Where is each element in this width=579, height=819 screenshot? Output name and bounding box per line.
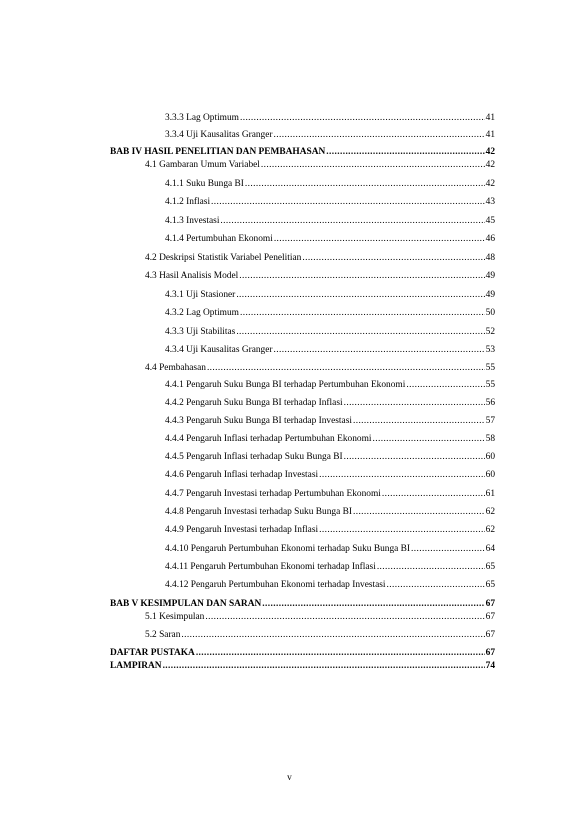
toc-leader-dots [181, 629, 484, 641]
toc-leader-dots [344, 451, 485, 463]
toc-entry [165, 579, 495, 591]
toc-entry-title: 4.1.3 Investasi [165, 216, 220, 226]
toc-entry-page: 49 [485, 271, 495, 281]
toc-entry-title: DAFTAR PUSTAKA [110, 648, 195, 658]
toc-entry-page: 65 [485, 580, 495, 590]
toc-entry [165, 215, 495, 227]
toc-entry [145, 159, 495, 171]
toc-leader-dots [319, 524, 485, 536]
toc-leader-dots [372, 433, 484, 445]
toc-entry-page: 42 [485, 179, 495, 189]
toc-entry [165, 344, 495, 356]
toc-entry-page: 50 [485, 308, 495, 318]
toc-entry-title: 4.4.12 Pengaruh Pertumbuhan Ekonomi terhadap Investasi [165, 580, 386, 590]
toc-leader-dots [353, 506, 485, 518]
toc-leader-dots [261, 159, 485, 171]
toc-entry [165, 196, 495, 208]
toc-leader-dots [240, 112, 485, 124]
toc-entry-page: 58 [485, 434, 495, 444]
toc-entry [145, 611, 495, 623]
toc-entry-title: 4.1.4 Pertumbuhan Ekonomi [165, 234, 273, 244]
toc-entry-page: 65 [485, 562, 495, 572]
toc-entry-page: 67 [485, 630, 495, 640]
toc-entry-title: 4.4.5 Pengaruh Inflasi terhadap Suku Bunga BI [165, 452, 343, 462]
toc-entry-title: 4.4.10 Pengaruh Pertumbuhan Ekonomi terhadap Suku Bunga BI [165, 544, 411, 554]
toc-entry [165, 561, 495, 573]
toc-entry-title: 4.4.8 Pengaruh Investasi terhadap Suku Bunga BI [165, 507, 352, 517]
toc-leader-dots [353, 415, 485, 427]
toc-entry-page: 49 [485, 290, 495, 300]
toc-entry-page: 43 [485, 197, 495, 207]
toc-leader-dots [220, 215, 484, 227]
toc-entry [165, 433, 495, 445]
toc-entry [165, 506, 495, 518]
toc-entry-page: 61 [485, 489, 495, 499]
toc-entry-title: 4.3.1 Uji Stasioner [165, 290, 236, 300]
toc-leader-dots [382, 488, 485, 500]
toc-entry-page: 67 [485, 599, 495, 609]
toc-leader-dots [207, 362, 485, 374]
toc-entry [165, 307, 495, 319]
toc-entry-title: 4.4.7 Pengaruh Investasi terhadap Pertumbuhan Ekonomi [165, 489, 381, 499]
toc-leader-dots [274, 233, 485, 245]
toc-entry [165, 543, 495, 555]
toc-leader-dots [211, 196, 485, 208]
toc-entry-title: 4.1.1 Suku Bunga BI [165, 179, 244, 189]
toc-entry [165, 469, 495, 481]
toc-entry [110, 660, 495, 672]
toc-leader-dots [274, 344, 485, 356]
toc-entry [145, 270, 495, 282]
toc-entry-title: 5.1 Kesimpulan [145, 612, 205, 622]
toc-entry-page: 55 [485, 363, 495, 373]
toc-entry [165, 397, 495, 409]
toc-entry-page: 67 [485, 648, 495, 658]
toc-entry-title: BAB IV HASIL PENELITIAN DAN PEMBAHASAN [110, 147, 326, 157]
toc-entry [165, 451, 495, 463]
toc-entry-page: 74 [485, 661, 495, 671]
toc-leader-dots [239, 270, 484, 282]
toc-entry [165, 129, 495, 141]
toc-entry [165, 379, 495, 391]
toc-entry-page: 67 [485, 612, 495, 622]
toc-entry [165, 488, 495, 500]
page-number: v [287, 773, 292, 783]
toc-entry-title: LAMPIRAN [110, 661, 162, 671]
toc-entry-page: 62 [485, 507, 495, 517]
toc-leader-dots [319, 469, 485, 481]
toc-entry-title: 4.2 Deskripsi Statistik Variabel Penelitian [145, 253, 302, 263]
toc-entry-page: 41 [485, 113, 495, 123]
toc-entry [165, 178, 495, 190]
toc-entry-page: 62 [485, 525, 495, 535]
toc-leader-dots [387, 579, 485, 591]
toc-leader-dots [163, 660, 485, 672]
toc-entry-page: 60 [485, 452, 495, 462]
toc-entry-title: 3.3.4 Uji Kausalitas Granger [165, 130, 273, 140]
toc-entry-page: 48 [485, 253, 495, 263]
toc-entry [145, 629, 495, 641]
toc-entry-title: 4.4.2 Pengaruh Suku Bunga BI terhadap Inflasi [165, 398, 343, 408]
toc-leader-dots [245, 178, 485, 190]
toc-entry-page: 45 [485, 216, 495, 226]
toc-leader-dots [406, 379, 484, 391]
toc-leader-dots [274, 129, 485, 141]
toc-entry [165, 524, 495, 536]
toc-entry-page: 64 [485, 544, 495, 554]
toc-entry [110, 146, 495, 158]
toc-entry-page: 55 [485, 380, 495, 390]
toc-leader-dots [344, 397, 485, 409]
toc-leader-dots [377, 561, 485, 573]
toc-entry-title: 4.4 Pembahasan [145, 363, 206, 373]
toc-leader-dots [240, 307, 485, 319]
toc-entry-page: 56 [485, 398, 495, 408]
toc-leader-dots [236, 326, 484, 338]
toc-entry-title: 4.4.3 Pengaruh Suku Bunga BI terhadap Investasi [165, 416, 352, 426]
toc-entry-page: 42 [485, 160, 495, 170]
toc-entry-page: 52 [485, 327, 495, 337]
toc-entry-page: 57 [485, 416, 495, 426]
toc-leader-dots [302, 252, 484, 264]
toc-entry-title: BAB V KESIMPULAN DAN SARAN [110, 599, 262, 609]
toc-entry-title: 4.4.6 Pengaruh Inflasi terhadap Investasi [165, 470, 319, 480]
toc-leader-dots [326, 146, 484, 158]
toc-entry [165, 233, 495, 245]
toc-entry-page: 53 [485, 345, 495, 355]
toc-entry-title: 4.3.3 Uji Stabilitas [165, 327, 236, 337]
toc-leader-dots [262, 598, 484, 610]
toc-entry [110, 598, 495, 610]
toc-entry-page: 42 [485, 147, 495, 157]
toc-entry [165, 289, 495, 301]
toc-entry-title: 4.1 Gambaran Umum Variabel [145, 160, 260, 170]
toc-entry-title: 4.4.9 Pengaruh Investasi terhadap Inflasi [165, 525, 319, 535]
toc-entry [165, 112, 495, 124]
toc-leader-dots [196, 647, 485, 659]
toc-entry [110, 647, 495, 659]
toc-entry-page: 60 [485, 470, 495, 480]
toc-entry-title: 4.3 Hasil Analisis Model [145, 271, 239, 281]
toc-entry-title: 4.3.4 Uji Kausalitas Granger [165, 345, 273, 355]
toc-entry-page: 41 [485, 130, 495, 140]
toc-entry-title: 3.3.3 Lag Optimum [165, 113, 239, 123]
toc-entry [165, 326, 495, 338]
toc-entry-page: 46 [485, 234, 495, 244]
toc-entry [145, 362, 495, 374]
toc-leader-dots [205, 611, 484, 623]
toc-leader-dots [411, 543, 485, 555]
toc-entry-title: 4.1.2 Inflasi [165, 197, 211, 207]
toc-leader-dots [236, 289, 484, 301]
toc-entry-title: 4.4.4 Pengaruh Inflasi terhadap Pertumbuhan Ekonomi [165, 434, 372, 444]
toc-entry-title: 5.2 Saran [145, 630, 181, 640]
toc-entry-title: 4.4.11 Pengaruh Pertumbuhan Ekonomi terhadap Inflasi [165, 562, 376, 572]
toc-entry [165, 415, 495, 427]
toc-entry-title: 4.4.1 Pengaruh Suku Bunga BI terhadap Pertumbuhan Ekonomi [165, 380, 406, 390]
toc-entry-title: 4.3.2 Lag Optimum [165, 308, 239, 318]
toc-entry [145, 252, 495, 264]
